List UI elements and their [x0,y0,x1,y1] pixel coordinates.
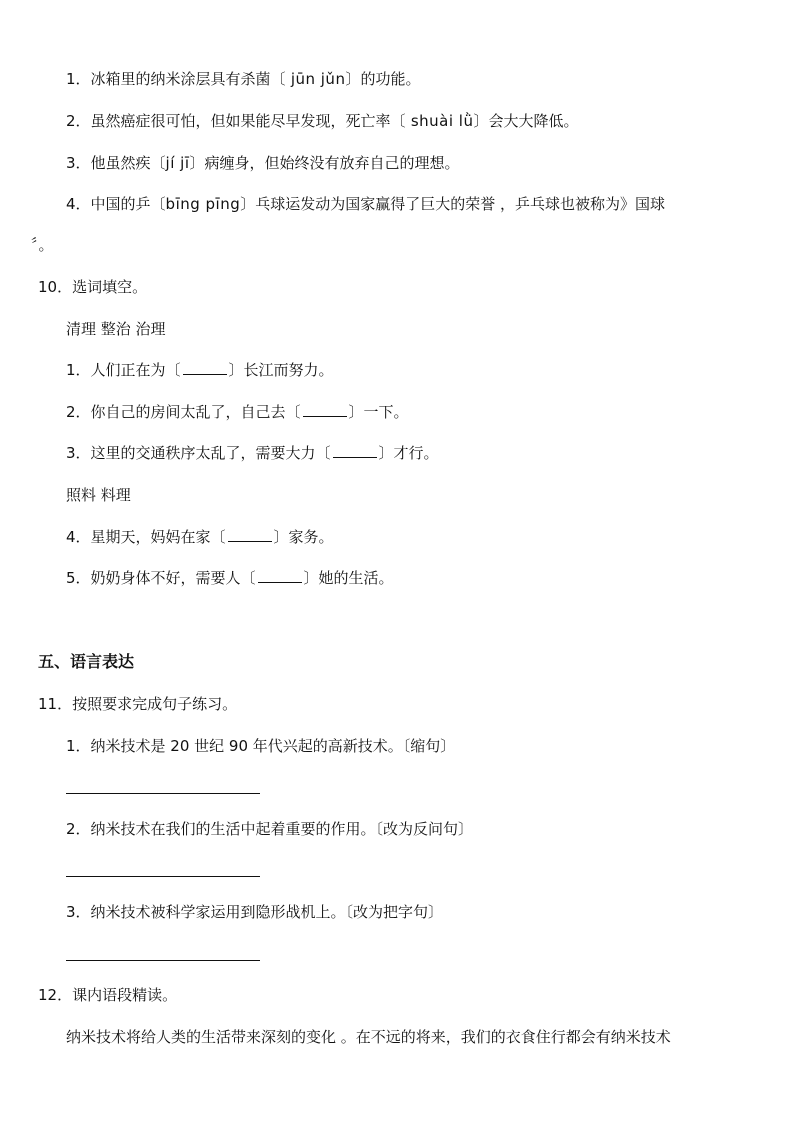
reading-paragraph: 纳米技术将给人类的生活带来深刻的变化 。在不远的将来，我们的衣食住行都会有纳米技术 [66,1028,671,1046]
question-12-title: 12．课内语段精读。 [38,986,178,1004]
pinyin-options: jūn jǔn [285,70,346,88]
pinyin-options: shuài lǜ [405,112,474,130]
answer-blank[interactable] [333,443,377,458]
word-bank-a: 清理 整治 治理 [66,320,166,338]
pinyin-item-4-continuation: 〞。 [31,236,54,254]
item-text: 〕会大大降低。 [473,112,579,130]
pinyin-item-1 [66,68,420,90]
item-text: 〕她的生活。 [303,569,394,587]
item-text: 〕家务。 [273,528,334,546]
item-text: 1．人们正在为〔 [66,361,181,379]
answer-line[interactable] [66,793,260,794]
item-text: 4．星期天，妈妈在家〔 [66,528,226,546]
fill-item-5 [66,567,394,589]
item-text: 〕的功能。 [345,70,421,88]
pinyin-item-4 [66,193,665,215]
fill-item-3 [66,442,439,464]
item-text: 4．中国的乒〔 [66,195,166,213]
answer-blank[interactable] [258,568,302,583]
answer-line[interactable] [66,960,260,961]
item-text: 〕长江而努力。 [228,361,334,379]
fill-item-2 [66,401,409,423]
pinyin-options: jí jī [165,154,190,172]
section-heading: 五、语言表达 [38,652,135,671]
pinyin-item-2 [66,110,578,132]
pinyin-options: bīng pīng [165,195,241,213]
item-text: 〕乓球运发动为国家赢得了巨大的荣誉 ，乒乓球也被称为》国球 [240,195,666,213]
sentence-task-2: 2．纳米技术在我们的生活中起着重要的作用。〔改为反问句〕 [66,820,474,838]
item-text: 3．这里的交通秩序太乱了，需要大力〔 [66,444,331,462]
item-text: 〕才行。 [378,444,439,462]
word-bank-b: 照料 料理 [66,486,131,504]
answer-blank[interactable] [303,402,347,417]
item-text: 2．虽然癌症很可怕，但如果能尽早发现，死亡率〔 [66,112,406,130]
item-text: 〕病缠身，但始终没有放弃自己的理想。 [189,154,460,172]
answer-blank[interactable] [183,360,227,375]
item-text: 2．你自己的房间太乱了，自己去〔 [66,403,301,421]
answer-blank[interactable] [228,527,272,542]
fill-item-1 [66,359,334,381]
sentence-task-1: 1．纳米技术是 20 世纪 90 年代兴起的高新技术。〔缩句〕 [66,737,456,755]
sentence-task-3: 3．纳米技术被科学家运用到隐形战机上。〔改为把字句〕 [66,903,444,921]
question-11-title: 11．按照要求完成句子练习。 [38,695,238,713]
item-text: 3．他虽然疾〔 [66,154,166,172]
question-10-title: 10．选词填空。 [38,278,148,296]
answer-line[interactable] [66,876,260,877]
item-text: 1．冰箱里的纳米涂层具有杀菌〔 [66,70,286,88]
fill-item-4 [66,526,334,548]
item-text: 〕一下。 [348,403,409,421]
item-text: 5．奶奶身体不好，需要人〔 [66,569,256,587]
pinyin-item-3 [66,152,460,174]
